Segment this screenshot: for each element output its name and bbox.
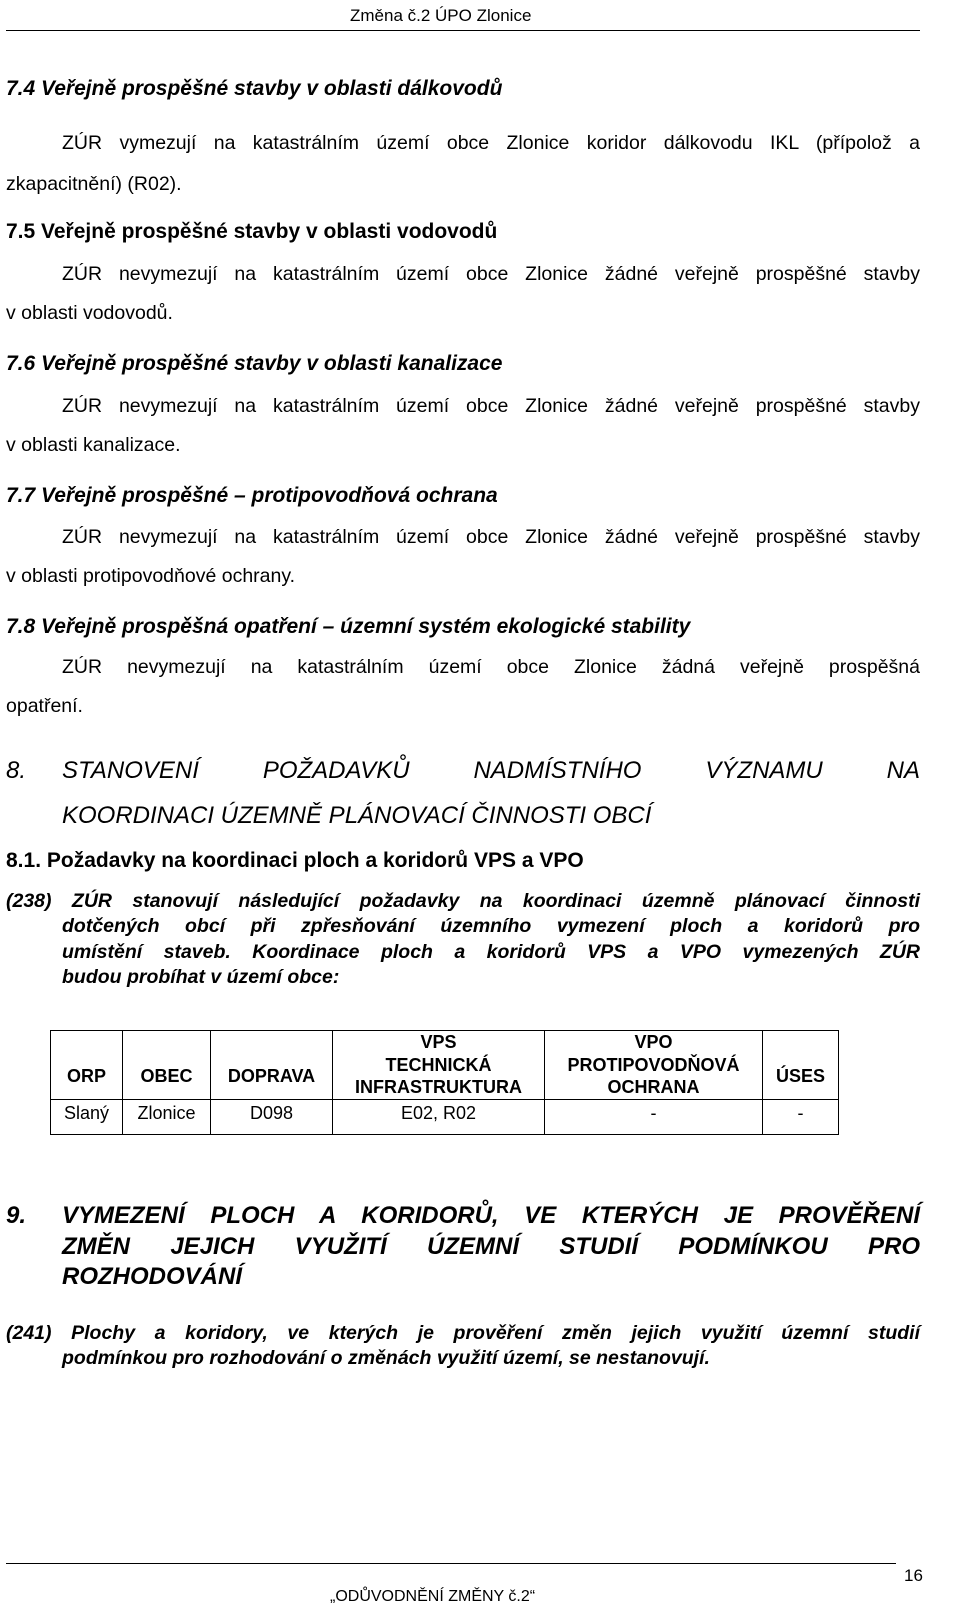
paragraph-7-8-line1: ZÚR nevymezují na katastrálním území obce Zlonice žádná veřejně prospěšná: [62, 656, 920, 678]
heading-7-8: 7.8 Veřejně prospěšná opatření – územní systém ekologické stability: [6, 615, 691, 638]
paragraph-7-6-line1: ZÚR nevymezují na katastrálním území obce Zlonice žádné veřejně prospěšné stavby: [62, 395, 920, 417]
table-col-doprava: DOPRAVA: [211, 1053, 333, 1100]
heading-7-7: 7.7 Veřejně prospěšné – protipovodňová ochrana: [6, 484, 498, 507]
table-col-technicka: [333, 1053, 545, 1100]
footer-title: „ODŮVODNĚNÍ ZMĚNY č.2“: [330, 1588, 536, 1605]
table-header-row-groups: [51, 1031, 839, 1054]
table-cell-doprava: D098: [211, 1100, 333, 1135]
table-group-vps: VPS: [333, 1031, 545, 1054]
page-number: 16: [904, 1566, 923, 1585]
paragraph-238-line2: dotčených obcí při zpřesňování územního vymezení ploch a koridorů pro: [62, 915, 920, 937]
heading-7-5-text: 7.5 Veřejně prospěšné stavby v oblasti vodovodů: [6, 220, 498, 243]
table-col-technicka-line1: TECHNICKÁ: [385, 1055, 492, 1075]
table-cell-obec: Zlonice: [123, 1100, 211, 1135]
table-cell-uses: -: [763, 1100, 839, 1135]
table-header-row: [51, 1053, 839, 1100]
table-col-protipovodnova-line1: PROTIPOVODŇOVÁ: [567, 1055, 740, 1075]
paragraph-238-line3: umístění staveb. Koordinace ploch a koridorů VPS a VPO vymezených ZÚR: [62, 941, 920, 963]
table-group-vpo: VPO: [545, 1031, 763, 1054]
table-col-obec: OBEC: [123, 1053, 211, 1100]
chapter-9-title-line1: VYMEZENÍ PLOCH A KORIDORŮ, VE KTERÝCH JE PROVĚŘENÍ: [62, 1202, 920, 1229]
paragraph-7-5-line1: ZÚR nevymezují na katastrálním území obce Zlonice žádné veřejně prospěšné stavby: [62, 263, 920, 285]
paragraph-7-6-line2: v oblasti kanalizace.: [6, 434, 181, 456]
paragraph-241-line2: podmínkou pro rozhodování o změnách využití území, se nestanovují.: [62, 1347, 710, 1369]
table-col-technicka-line2: INFRASTRUKTURA: [355, 1077, 522, 1097]
vps-vpo-table: [50, 1030, 839, 1135]
table-cell-orp: Slaný: [51, 1100, 123, 1135]
chapter-9-title-line2: ZMĚN JEJICH VYUŽITÍ ÚZEMNÍ STUDIÍ PODMÍNKOU PRO: [62, 1233, 920, 1260]
header-rule: [6, 30, 920, 31]
paragraph-241-line1: (241) Plochy a koridory, ve kterých je prověření změn jejich využití územní studií: [6, 1322, 920, 1344]
paragraph-7-4-line2: zkapacitnění) (R02).: [6, 173, 182, 195]
table-row: [51, 1100, 839, 1135]
paragraph-7-8-line2: opatření.: [6, 695, 83, 717]
chapter-8-number: 8.: [6, 757, 27, 784]
subheading-8-1: 8.1. Požadavky na koordinaci ploch a koridorů VPS a VPO: [6, 849, 584, 872]
table-col-protipovodnova-line2: OCHRANA: [607, 1077, 700, 1097]
chapter-8-title-line1: STANOVENÍ POŽADAVKŮ NADMÍSTNÍHO VÝZNAMU NA: [62, 757, 920, 784]
paragraph-7-7-line1: ZÚR nevymezují na katastrálním území obce Zlonice žádné veřejně prospěšné stavby: [62, 526, 920, 548]
chapter-8-title-line2: KOORDINACI ÚZEMNĚ PLÁNOVACÍ ČINNOSTI OBCÍ: [62, 802, 652, 829]
chapter-9-number: 9.: [6, 1202, 27, 1229]
table-col-protipovodnova: [545, 1053, 763, 1100]
paragraph-7-7-line2: v oblasti protipovodňové ochrany.: [6, 565, 296, 587]
paragraph-7-4-line1: ZÚR vymezují na katastrálním území obce Zlonice koridor dálkovodu IKL (přípolož a: [62, 132, 920, 154]
heading-7-4: 7.4 Veřejně prospěšné stavby v oblasti dálkovodů: [6, 77, 503, 100]
table-col-uses: ÚSES: [763, 1053, 839, 1100]
footer-rule: [6, 1563, 896, 1564]
paragraph-7-5-line2: v oblasti vodovodů.: [6, 302, 173, 324]
paragraph-238-line1: (238) ZÚR stanovují následující požadavky na koordinaci územně plánovací činnosti: [6, 890, 920, 912]
paragraph-238-line4: budou probíhat v území obce:: [62, 966, 340, 988]
chapter-9-title-line3: ROZHODOVÁNÍ: [62, 1263, 242, 1290]
table-cell-protipovodnova: -: [545, 1100, 763, 1135]
table-cell-technicka: E02, R02: [333, 1100, 545, 1135]
heading-7-6: 7.6 Veřejně prospěšné stavby v oblasti kanalizace: [6, 352, 503, 375]
heading-7-5: [6, 220, 497, 244]
page-header-title: Změna č.2 ÚPO Zlonice: [350, 6, 532, 25]
table-col-orp: ORP: [51, 1053, 123, 1100]
